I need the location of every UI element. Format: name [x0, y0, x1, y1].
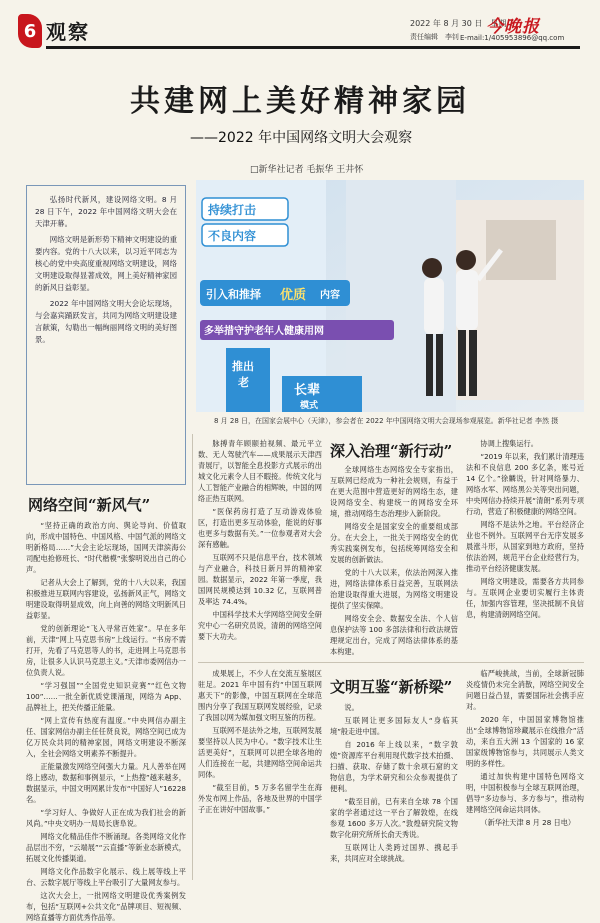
- page-number-badge: 6: [18, 14, 42, 48]
- intro-paragraph: 网络文明是新形势下精神文明建设的重要内容。党的十八大以来，以习近平同志为核心的党中央高度重视网络文明建设，网络文明建设取得显著成效，网上美好精神家园的新风日益彰显。: [35, 235, 177, 292]
- body-paragraph: 网络安全会、数据安全法、个人信息保护法等 100 多部法律和行政法规管理规定出台，完成了网络法律体系的基本构建。: [330, 614, 458, 656]
- body-paragraph: 网络不是法外之地。平台经济企业也不例外。互联网平台无序发展多晨涨斗形，从国家到地方政府，坚持依法治网，规范平台企业经营行为，推动平台经济健康发展。: [466, 520, 584, 573]
- body-paragraph: 党的创新理论“飞入寻常百姓家”。早在多年前，天津“网上马克思书房”上线运行。“书房不需打开，先看了马克思等人的书，走进网上马克思书房，让很多人认识马克思主义。”天津市委网信办一位负责人说。: [26, 624, 186, 677]
- body-paragraph: （新华社天津 8 月 28 日电）: [480, 818, 576, 827]
- body-paragraph: “截至目前，5 万多名留学生在海外发布网上作品，各地及世界的中国学子正在讲好中国故事。”: [198, 783, 322, 814]
- editor-email: E-mail:1/405953896@qq.com: [460, 34, 565, 42]
- column-section2-middle: [330, 464, 458, 656]
- column-section3-right: [466, 668, 584, 880]
- body-paragraph: 网络文化精品佳作不断涌现。各类网络文化作品层出不穷，“云端展”“云直播”等新业态新模式，拓展文化传播渠道。: [26, 832, 186, 863]
- body-paragraph: 中国科学技术大学网络空间安全研究中心一名研究员说，清朗的网络空间要下大功夫。: [198, 610, 322, 641]
- photo-panel-text: 不良内容: [208, 229, 257, 243]
- section-divider: [198, 662, 584, 663]
- newspaper-logo: 今晚报: [486, 17, 540, 37]
- column-section1: [26, 520, 186, 922]
- body-paragraph: “2019 年以来，我们累计清理违法和不良信息 200 多亿条，账号近 14 亿个。”徐麟说，针对网络暴力、网络水军、网络黑公关等突出问题，中央网信办持续开展“清朗”系列专项行动，营造了积极健康的网络空间。: [466, 452, 584, 516]
- body-paragraph: 网络安全是国家安全的重要组成部分。在大会上，一批关于网络安全的优秀实践案例发布，包括统筹网络安全和发展的创新做法。: [330, 522, 458, 564]
- photo-panel-text: 内容: [320, 290, 340, 301]
- body-paragraph: 2020 年，中国国家博物馆推出“全球博物馆珍藏展示在线推介”活动，来自五大洲 13 个国家的 16 家国家级博物馆参与，共同展示人类文明的多样性。: [466, 715, 584, 768]
- body-paragraph: 脉搏青年顾颐拍视频、最元平立数、无人驾驶汽车——成果展示天津西青展厅，以智能全息投影方式展示的出城文化元素令人目不暇接。传统文化与人工智能产业融合的相辉映，中国的网络正热互联网。: [198, 439, 322, 503]
- body-paragraph: 通过加快构建中国特色网络文明，中国积极参与全球互联网治理，倡导“多边参与、多方参与”，推动构建网络空间命运共同体。: [466, 772, 584, 814]
- body-paragraph: 全球网络生态网络安全专家指出，互联网已经成为一种社会规则，有益于在更大范围中营造更好的网络生态，建设网络安全、构建统一的网络安全环境，推动网络生态治理步入新阶段。: [330, 465, 458, 518]
- column-section3-middle: [330, 702, 458, 880]
- intro-paragraph: 弘扬时代新风，建设网络文明。8 月 28 日下午，2022 年中国网络文明大会在天津开幕。: [35, 195, 177, 228]
- body-paragraph: 正能量激发网络空间强大力量。凡人善举在网络上感动，数据和事例显示，“上热搜”越来越多，数据显示，中国文明网累计发布“中国好人”16228名。: [26, 762, 186, 804]
- body-paragraph: 这次大会上，一批网络文明建设优秀案例发布，包括“互联网+公共文化”品牌项目、短视频、网络直播等方面优秀作品等。: [26, 891, 186, 922]
- body-paragraph: “网上宣传有热度有温度。”中央网信办副主任、国家网信办副主任任贤良说，网络空间已成为亿万民众共同的精神家园，网络文明建设不断深入，全社会网络文明素养不断提升。: [26, 716, 186, 758]
- section-name: 观察: [46, 20, 90, 44]
- body-paragraph: 成果展上，不少人在交流互鉴展区驻足。2021 年中国有约“中国互联网惠天下”的影像，中国互联网在全球范围内分享了我国互联网发展经验，记录了我国以网为媒加强文明互鉴的历程。: [198, 669, 322, 722]
- photo-panel-text: 模式: [300, 401, 319, 411]
- body-paragraph: 自 2016 年上线以来，“数字敦煌”资源库平台利用现代数字技术拍摄、扫描、获取、存储了数十余项石窟的文物信息，为学术研究和公众参观提供了便利。: [330, 740, 458, 793]
- photo-illustration: [196, 180, 584, 412]
- body-paragraph: 协调上搜集运行。: [480, 439, 538, 448]
- photo-panel-text: 推出: [232, 360, 254, 373]
- photo-panel-text: 优质: [280, 288, 307, 303]
- body-paragraph: 互联网让更多国际友人“身临其境”般走进中国。: [330, 716, 458, 736]
- column-section2-right: [466, 438, 584, 656]
- body-paragraph: 网络文化作品数字化展示、线上展等线上平台、云数字展厅等线上平台吸引了大量网友参与。: [26, 867, 186, 887]
- section-heading-deep-governance: 深入治理“新行动”: [330, 442, 453, 460]
- body-paragraph: “学习强国”“全国党史知识竞赛”“红色文物 100”……一批全新优质党课涌现，网络为 App、品牌社上，把关传播正能量。: [26, 681, 186, 712]
- body-paragraph: 互联网让人类跨过国界、携起手来，共同应对全球挑战。: [330, 843, 458, 863]
- editor-credit: 责任编辑 李钊: [410, 33, 459, 41]
- photo-caption: 8 月 28 日，在国家会展中心（天津），参会者在 2022 年中国网络文明大会现场参观展览。新华社记者 李然 摄: [214, 417, 559, 425]
- body-paragraph: 说。: [344, 703, 359, 712]
- body-paragraph: 党的十八大以来，依法治网深入推进，网络法律体系日益完善，互联网法治建设取得重大进展，为网络文明建设提供了坚实保障。: [330, 568, 458, 610]
- article-title: 共建网上美好精神家园: [130, 84, 470, 119]
- intro-paragraph: 2022 年中国网络文明大会论坛现场，与会嘉宾踊跃发言，共同为网络文明建设建言献策，勾勒出一幅绚丽网络文明的美好图景。: [35, 299, 177, 344]
- body-paragraph: 互联网不是法外之地，互联网发展要坚持以人民为中心。“数字技术让生活更美好”，互联网可以把全球各地的人们连接在一起，共建网络空间命运共同体。: [198, 726, 322, 779]
- body-paragraph: 网络文明建设，需要各方共同参与。互联网企业要切实履行主体责任，加强内容管理，坚决抵制不良信息，构建清朗网络空间。: [466, 577, 584, 619]
- body-paragraph: 互联网不只是信息平台，技术领域与产业融合，科技日新月异的精神家园。数据显示，2022 年第一季度，我国网民规模达到 10.32 亿，互联网普及率达 74.4%。: [198, 553, 322, 606]
- page-header: [0, 0, 600, 62]
- column-section3-left: [198, 668, 322, 880]
- exhibition-photo: [196, 180, 584, 412]
- photo-panel-text: 多举措守护老年人健康用网: [204, 326, 324, 337]
- body-paragraph: 记者从大会上了解到，党的十八大以来，我国积极推进互联网内容建设，弘扬新风正气，网络文明建设取得明显成效，向上向善的网络文明新风日益彰显。: [26, 578, 186, 620]
- article-subtitle: ——2022 年中国网络文明大会观察: [190, 130, 413, 146]
- column-section2-left: [198, 438, 322, 656]
- article-byline: □新华社记者 毛振华 王井怀: [250, 165, 364, 175]
- body-paragraph: “学习好人、争做好人正在成为我们社会的新风尚。”中央文明办一局局长唐阜说。: [26, 808, 186, 828]
- section-heading-network-atmosphere: 网络空间“新风气”: [28, 496, 151, 514]
- intro-box: [26, 185, 186, 485]
- photo-panel-text: 长辈: [294, 383, 321, 398]
- body-paragraph: “医保药房打造了互动游戏体验区，打造出更多互动体验，能说的好事也更多与数据有关。”一位参观者对大会深有感触。: [198, 507, 322, 549]
- issue-date: 2022 年 8 月 30 日 星期二: [410, 19, 515, 28]
- body-paragraph: 临严峻挑战，当前，全球新冠肺炎疫情仍未完全消散，网络空间安全问题日益凸显，需要国际社会携手应对。: [466, 669, 584, 711]
- column-divider: [192, 434, 193, 880]
- body-paragraph: “截至目前，已有来自全球 78 个国家的学者通过这一平台了解敦煌，在线参观 1600 多万人次。”敦煌研究院文物数字化研究所所长俞天秀说。: [330, 797, 458, 839]
- photo-panel-text: 引入和推择: [206, 288, 261, 301]
- section-heading-civilization-bridge: 文明互鉴“新桥梁”: [330, 678, 453, 696]
- photo-panel-text: 持续打击: [208, 203, 257, 217]
- photo-panel-text: 老: [238, 376, 249, 389]
- body-paragraph: “坚持正确的政治方向、舆论导向、价值取向，形成中国特色、中国风格、中国气派的网络文明新格局……”大会主论坛现场，国网天津滨海公司配电抢修班长、“时代楷模”张黎明说出自己的心声。: [26, 521, 186, 574]
- header-rule: [46, 46, 580, 49]
